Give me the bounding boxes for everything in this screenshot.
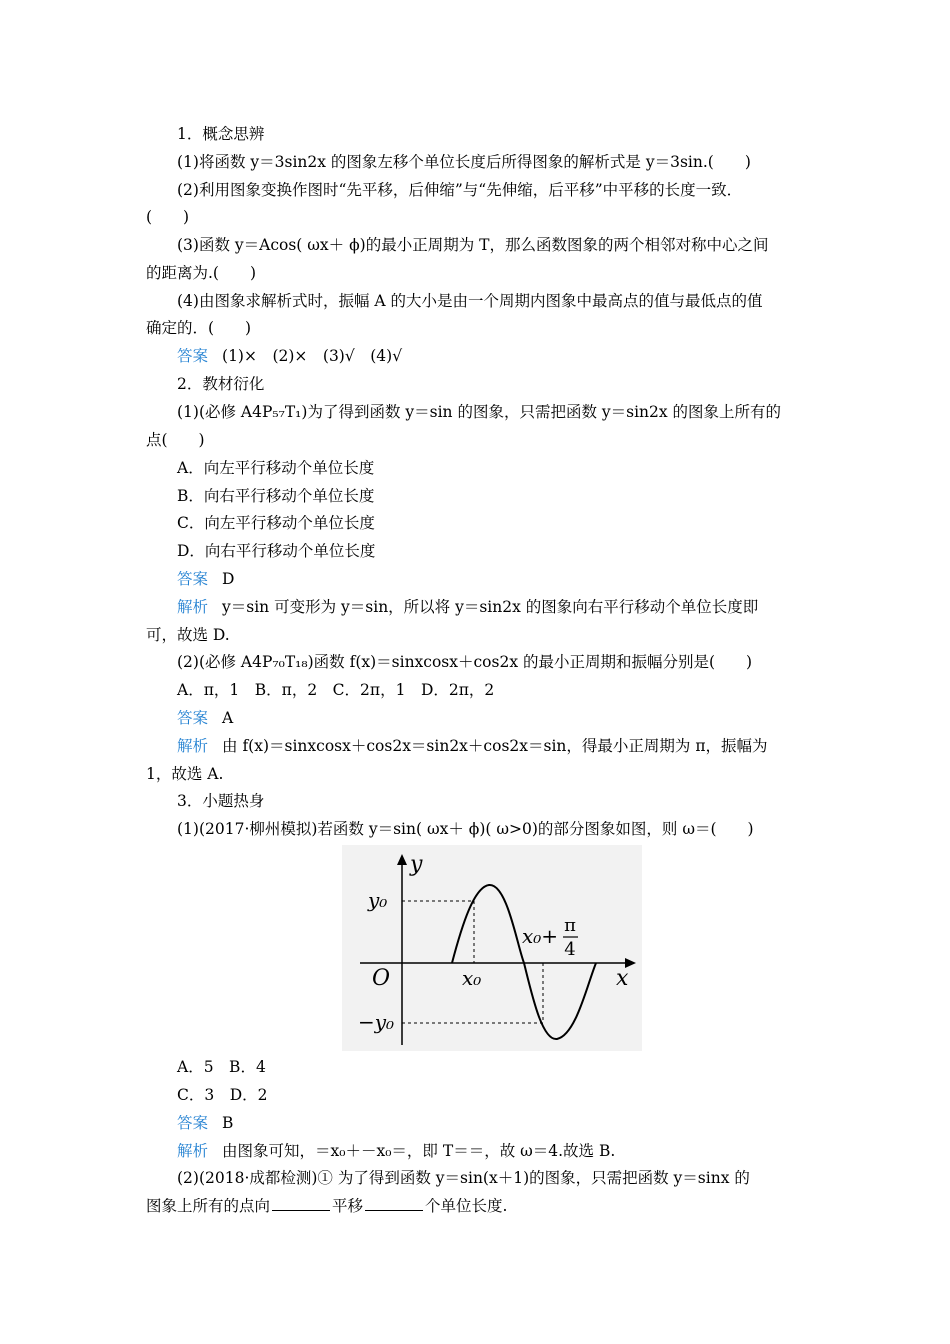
label-x0-plus: x₀+: [522, 924, 559, 948]
s2-option-a: A．向左平行移动个单位长度: [177, 459, 375, 477]
s3-question-1: (1)(2017·柳州模拟)若函数 y＝sin( ωx＋ ϕ)( ω>0)的部分图象如图，则 ω＝( ): [177, 820, 754, 838]
label-x0: x₀: [462, 966, 482, 990]
fill-blank-2[interactable]: [365, 1196, 423, 1211]
sine-graph-svg: [342, 845, 642, 1051]
s2-question-1-line-2: 点( ): [146, 431, 205, 449]
explanation-text: 由 f(x)＝sinxcosx＋cos2x＝sin2x＋cos2x＝sin，得最小正周期为 π，振幅为: [222, 737, 768, 755]
s2-question-2: (2)(必修 A4P₇₀T₁₈)函数 f(x)＝sinxcosx＋cos2x 的最小正周期和振幅分别是( ): [177, 653, 753, 671]
s1-question-3-line-2: 的距离为.( ): [146, 264, 257, 282]
explanation-text: 由图象可知，＝x₀＋－x₀＝，即 T＝＝，故 ω＝4.故选 B.: [222, 1142, 616, 1160]
label-origin: O: [372, 966, 391, 991]
s1-question-4-line-1: (4)由图象求解析式时，振幅 A 的大小是由一个周期内图象中最高点的值与最低点的值: [177, 292, 763, 310]
s2-question-2-options: A．π，1 B．π，2 C．2π，1 D．2π，2: [177, 681, 495, 699]
section-3-heading: 3．小题热身: [177, 792, 265, 810]
s3-options-cd: C．3 D．2: [177, 1086, 268, 1104]
s2-explanation-2-line-2: 1，故选 A.: [146, 765, 224, 783]
s3-answer-1: [177, 1113, 233, 1133]
s1-answer: [177, 346, 402, 366]
s2-option-d: D．向右平行移动个单位长度: [177, 542, 376, 560]
q2-text-part-2: 平移: [332, 1197, 364, 1215]
s3-explanation-1: [177, 1141, 615, 1161]
answer-text: D: [222, 570, 235, 588]
y-axis-arrow-icon: [397, 854, 407, 865]
s3-question-2-line-2: [146, 1196, 507, 1216]
s2-question-1-line-1: (1)(必修 A4P₅₇T₁)为了得到函数 y＝sin 的图象，只需把函数 y＝sin2x 的图象上所有的: [177, 403, 782, 421]
answer-text: A: [222, 709, 234, 727]
answer-label: 答案: [177, 709, 209, 727]
s2-explanation-1-line-1: [177, 597, 758, 617]
s1-question-3-line-1: (3)函数 y＝Acos( ωx＋ ϕ)的最小正周期为 T，那么函数图象的两个相邻对称中心之间: [177, 236, 769, 254]
s2-option-b: B．向右平行移动个单位长度: [177, 487, 375, 505]
s3-options-ab: A．5 B．4: [177, 1058, 266, 1076]
explanation-text: y＝sin 可变形为 y＝sin，所以将 y＝sin2x 的图象向右平行移动个单位长度即: [222, 598, 759, 616]
answer-label: 答案: [177, 570, 209, 588]
section-2-heading: 2．教材衍化: [177, 375, 265, 393]
explanation-label: 解析: [177, 1142, 209, 1160]
answer-text: B: [222, 1114, 234, 1132]
s2-explanation-2-line-1: [177, 736, 768, 756]
s2-answer-1: [177, 569, 234, 589]
s3-question-2-line-1: (2)(2018·成都检测)① 为了得到函数 y＝sin(x＋1)的图象，只需把函数 y＝sinx 的: [177, 1169, 750, 1187]
answer-text: (1)× (2)× (3)√ (4)√: [222, 347, 403, 365]
answer-label: 答案: [177, 347, 209, 365]
s1-question-2-line-2: ( ): [146, 208, 190, 226]
fill-blank-1[interactable]: [272, 1196, 330, 1211]
s1-question-2-line-1: (2)利用图象变换作图时“先平移，后伸缩”与“先伸缩，后平移”中平移的长度一致．: [177, 181, 743, 199]
section-1-heading: 1．概念思辨: [177, 125, 265, 143]
s2-answer-2: [177, 708, 233, 728]
label-x: x: [616, 966, 629, 991]
s2-option-c: C．向左平行移动个单位长度: [177, 514, 375, 532]
explanation-label: 解析: [177, 598, 209, 616]
sine-graph-figure: [342, 845, 642, 1051]
explanation-label: 解析: [177, 737, 209, 755]
q2-text-part-3: 个单位长度.: [425, 1197, 508, 1215]
label-pi: π: [564, 915, 576, 936]
answer-label: 答案: [177, 1114, 209, 1132]
s2-explanation-1-line-2: 可，故选 D.: [146, 626, 230, 644]
label-y: y: [410, 852, 423, 877]
label-neg-y0: −y₀: [358, 1010, 395, 1034]
label-y0: y₀: [368, 888, 388, 912]
s1-question-1: (1)将函数 y＝3sin2x 的图象左移个单位长度后所得图象的解析式是 y＝3sin.( ): [177, 153, 751, 171]
s1-question-4-line-2: 确定的．( ): [146, 319, 252, 337]
q2-text-part-1: 图象上所有的点向: [146, 1197, 271, 1215]
label-four: 4: [564, 939, 576, 960]
